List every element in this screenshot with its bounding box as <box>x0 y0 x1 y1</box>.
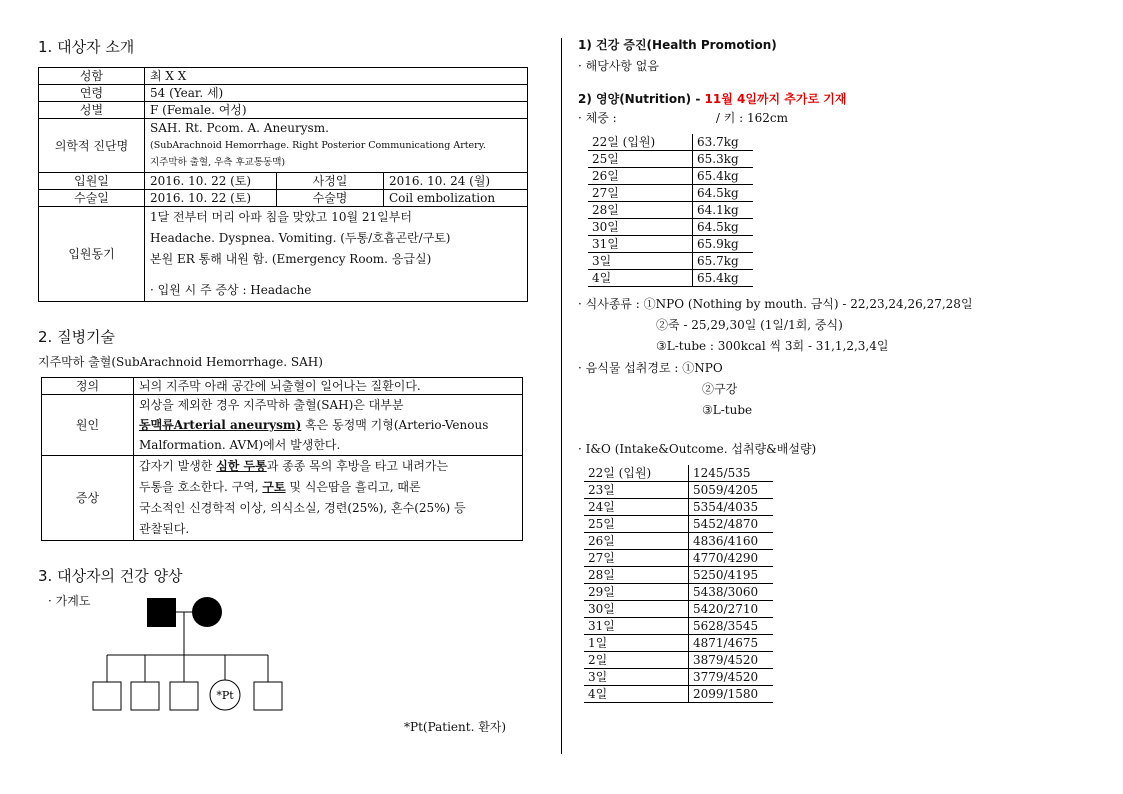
operation-value: Coil embolization <box>384 190 528 207</box>
table-row <box>588 219 753 236</box>
value-cell: 3879/4520 <box>689 652 774 669</box>
symptom-highlight: 구토 <box>262 480 286 494</box>
genogram-label: · 가계도 <box>48 594 91 608</box>
table-row <box>588 168 753 185</box>
motive-line: · 입원 시 주 증상 : Headache <box>150 283 312 297</box>
date-cell: 27일 <box>584 550 689 567</box>
table-row <box>584 499 773 516</box>
route-line: ③L-tube <box>702 403 753 417</box>
date-cell: 4일 <box>584 686 689 703</box>
date-cell: 22일 (입원) <box>588 134 693 151</box>
symptom-text: 및 식은땀을 흘리고, 때론 <box>285 480 421 494</box>
admit-label: 입원일 <box>39 173 145 190</box>
value-cell: 5628/3545 <box>689 618 774 635</box>
nutrition-note: 11월 4일까지 추가로 기재 <box>704 92 847 106</box>
value-cell: 5059/4205 <box>689 482 774 499</box>
table-row <box>588 236 753 253</box>
value-cell: 65.3kg <box>693 151 754 168</box>
admit-value: 2016. 10. 22 (토) <box>145 173 277 190</box>
column-divider <box>561 38 562 754</box>
date-cell: 28일 <box>584 567 689 584</box>
value-cell: 64.5kg <box>693 219 754 236</box>
route-line: ②구강 <box>702 382 738 396</box>
value-cell: 65.4kg <box>693 168 754 185</box>
value-cell: 5420/2710 <box>689 601 774 618</box>
diagnosis-label: 의학적 진단명 <box>39 119 145 173</box>
father-square <box>147 598 176 627</box>
diet-line: ③L-tube : 300kcal 씩 3회 - 31,1,2,3,4일 <box>656 339 889 353</box>
sex-label: 성별 <box>39 102 145 119</box>
motive-line: 본원 ER 통해 내원 함. (Emergency Room. 응급실) <box>150 252 432 266</box>
value-cell: 65.9kg <box>693 236 754 253</box>
table-row <box>588 270 753 287</box>
patient-symbol: *Pt <box>216 689 234 702</box>
table-row <box>584 618 773 635</box>
date-cell: 2일 <box>584 652 689 669</box>
value-cell: 5354/4035 <box>689 499 774 516</box>
table-row <box>584 533 773 550</box>
date-cell: 24일 <box>584 499 689 516</box>
table-row <box>588 202 753 219</box>
table-row <box>584 669 773 686</box>
patient-note: *Pt(Patient. 환자) <box>404 720 507 734</box>
date-cell: 28일 <box>588 202 693 219</box>
value-cell: 64.5kg <box>693 185 754 202</box>
table-row <box>588 134 753 151</box>
name-label: 성함 <box>39 68 145 85</box>
symptom-highlight: 심한 두통 <box>216 459 267 473</box>
diagnosis-line: (SubArachnoid Hemorrhage. Right Posterior Communicationg Artery. <box>150 140 486 151</box>
table-row <box>584 550 773 567</box>
table-row <box>584 686 773 703</box>
promotion-title: 1) 건강 증진(Health Promotion) <box>578 38 777 52</box>
table-row <box>584 465 773 482</box>
cause-text: 혹은 동정맥 기형(Arterio-Venous <box>301 418 489 432</box>
sibling-square <box>93 682 121 710</box>
value-cell: 4871/4675 <box>689 635 774 652</box>
section1-title: 1. 대상자 소개 <box>38 38 135 56</box>
symptom-text: 과 종종 목의 후방을 타고 내려가는 <box>266 459 449 473</box>
sibling-square <box>170 682 198 710</box>
symptom-line: 국소적인 신경학적 이상, 의식소실, 경련(25%), 혼수(25%) 등 <box>139 501 466 515</box>
section3-title: 3. 대상자의 건강 양상 <box>38 567 183 585</box>
table-row <box>588 151 753 168</box>
date-cell: 23일 <box>584 482 689 499</box>
table-row <box>588 253 753 270</box>
diagnosis-line: 지주막하 출혈, 우측 후교통동맥) <box>150 157 286 168</box>
value-cell: 3779/4520 <box>689 669 774 686</box>
value-cell: 65.4kg <box>693 270 754 287</box>
date-cell: 26일 <box>584 533 689 550</box>
motive-line: Headache. Dyspnea. Vomiting. (두통/호흡곤란/구토) <box>150 231 451 245</box>
disease-name: 지주막하 출혈(SubArachnoid Hemorrhage. SAH) <box>38 355 323 369</box>
io-table <box>584 465 773 703</box>
date-cell: 3일 <box>588 253 693 270</box>
value-cell: 5250/4195 <box>689 567 774 584</box>
table-row <box>584 635 773 652</box>
mother-circle <box>192 597 222 627</box>
cause-highlight: 동맥류Arterial aneurysm) <box>139 418 302 432</box>
cause-line: 외상을 제외한 경우 지주막하 출혈(SAH)은 대부분 <box>139 398 404 412</box>
nutrition-title <box>578 90 1098 107</box>
table-row <box>584 516 773 533</box>
table-row <box>584 584 773 601</box>
cause-label: 원인 <box>42 395 134 456</box>
diet-line: · 식사종류 : ①NPO (Nothing by mouth. 금식) - 22,23,24,26,27,28일 <box>578 297 973 311</box>
age-label: 연령 <box>39 85 145 102</box>
value-cell: 64.1kg <box>693 202 754 219</box>
definition-value: 뇌의 지주막 아래 공간에 뇌출혈이 일어나는 질환이다. <box>134 378 523 395</box>
name-value: 최 X X <box>145 68 528 85</box>
value-cell: 5452/4870 <box>689 516 774 533</box>
date-cell: 29일 <box>584 584 689 601</box>
section2-title: 2. 질병기술 <box>38 328 116 346</box>
date-cell: 22일 (입원) <box>584 465 689 482</box>
date-cell: 27일 <box>588 185 693 202</box>
cause-line: Malformation. AVM)에서 발생한다. <box>139 438 341 452</box>
operation-label: 수술명 <box>277 190 384 207</box>
value-cell: 5438/3060 <box>689 584 774 601</box>
surgery-date-value: 2016. 10. 22 (토) <box>145 190 277 207</box>
value-cell: 4770/4290 <box>689 550 774 567</box>
table-row <box>588 185 753 202</box>
motive-label: 입원동기 <box>39 207 145 302</box>
date-cell: 3일 <box>584 669 689 686</box>
symptom-line: 관찰된다. <box>139 522 190 536</box>
date-cell: 31일 <box>584 618 689 635</box>
genogram-diagram <box>0 0 560 794</box>
definition-label: 정의 <box>42 378 134 395</box>
value-cell: 63.7kg <box>693 134 754 151</box>
symptom-text: 두통을 호소한다. 구역, <box>139 480 263 494</box>
value-cell: 1245/535 <box>689 465 774 482</box>
symptom-label: 증상 <box>42 456 134 541</box>
table-row <box>584 652 773 669</box>
date-cell: 31일 <box>588 236 693 253</box>
nutrition-title-text: 2) 영양(Nutrition) - <box>578 92 705 106</box>
diet-line: ②죽 - 25,29,30일 (1일/1회, 중식) <box>656 318 843 332</box>
motive-line: 1달 전부터 머리 아파 침을 맞았고 10월 21일부터 <box>150 210 412 224</box>
sex-value: F (Female. 여성) <box>145 102 528 119</box>
weight-line: · 체중 : / 키 : 162cm <box>578 111 788 125</box>
table-row <box>584 601 773 618</box>
value-cell: 2099/1580 <box>689 686 774 703</box>
value-cell: 65.7kg <box>693 253 754 270</box>
io-title: · I&O (Intake&Outcome. 섭취량&배설량) <box>578 442 817 456</box>
right-column <box>578 36 1098 703</box>
age-value: 54 (Year. 세) <box>145 85 528 102</box>
date-cell: 4일 <box>588 270 693 287</box>
route-line: · 음식물 섭취경로 : ①NPO <box>578 361 723 375</box>
date-cell: 30일 <box>588 219 693 236</box>
date-cell: 25일 <box>588 151 693 168</box>
eval-value: 2016. 10. 24 (월) <box>384 173 528 190</box>
surgery-date-label: 수술일 <box>39 190 145 207</box>
date-cell: 26일 <box>588 168 693 185</box>
date-cell: 25일 <box>584 516 689 533</box>
weight-table <box>588 134 753 287</box>
table-row <box>584 567 773 584</box>
sibling-square <box>131 682 159 710</box>
sibling-square <box>254 682 282 710</box>
eval-label: 사정일 <box>277 173 384 190</box>
table-row <box>584 482 773 499</box>
date-cell: 1일 <box>584 635 689 652</box>
value-cell: 4836/4160 <box>689 533 774 550</box>
symptom-text: 갑자기 발생한 <box>139 459 217 473</box>
promotion-value: · 해당사항 없음 <box>578 59 659 73</box>
date-cell: 30일 <box>584 601 689 618</box>
diagnosis-line: SAH. Rt. Pcom. A. Aneurysm. <box>150 121 329 135</box>
